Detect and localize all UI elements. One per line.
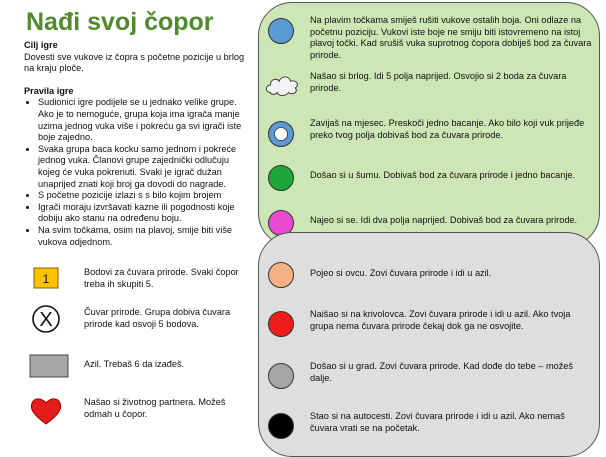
cloud-icon	[263, 71, 301, 99]
page-title: Nađi svoj čopor	[26, 8, 214, 36]
instructions-column	[24, 40, 252, 248]
points-badge-label: 1	[42, 272, 50, 286]
legend-item-partner	[24, 396, 254, 436]
legend-text: Bodovi za čuvara prirode. Svaki čopor treba ih skupiti 5.	[84, 267, 239, 289]
goal-heading: Cilj igre	[24, 40, 58, 50]
legend-item-ranger	[24, 306, 254, 346]
ranger-badge-label: X	[39, 309, 53, 331]
yellow-square-icon	[26, 266, 66, 296]
legend-text: Čuvar prirode. Grupa dobiva čuvara prirode kad osvoji 5 bodova.	[84, 307, 231, 329]
black-circle-icon	[267, 412, 295, 440]
green-circle-icon	[267, 164, 295, 192]
rule-item: • Svaka grupa baca kocku samo jednom i pokreće jednog vuka. Članovi grupe zajednički odlučuju kojeg će vuka pokrenuti. Svaki je igrač dužan unaprijed znati koji broj ga dovodi do nagrade.	[38, 144, 252, 190]
field-text: Pojeo si ovcu. Zovi čuvara prirode i idi u azil.	[310, 268, 492, 278]
rule-item: • Sudionici igre podijele se u jednako velike grupe. Ako je to nemoguće, grupa koja ima igrača manje uzima jednog vuka više i pokreću ga svi igrači iste boje zajedno.	[38, 97, 252, 143]
rule-item: • Na svim točkama, osim na plavoj, smije biti više vukova odjednom.	[38, 225, 252, 248]
field-text: Naišao si na krivolovca. Zovi čuvara prirode i idi u azil. Ako tvoja grupa nema čuvara prirode čekaj dok ga ne osvojite.	[310, 309, 571, 331]
red-circle-icon	[267, 310, 295, 338]
rule-item: • Igrači moraju izvršavati kazne ili pogodnosti koje dobiju ako stanu na određenu boju.	[38, 202, 252, 225]
gray-circle-icon	[267, 362, 295, 390]
heart-icon	[26, 396, 66, 426]
goal-text: Dovesti sve vukove iz čopra s početne pozicije u brlog na kraju ploče.	[24, 51, 245, 74]
field-text: Našao si brlog. Idi 5 polja naprijed. Osvojio si 2 boda za čuvara prirode.	[310, 71, 567, 93]
legend-text: Azil. Trebaš 6 da izađeš.	[84, 359, 185, 369]
field-text: Zavijaš na mjesec. Preskoči jedno bacanje. Ako bilo koji vuk prijeđe preko tvog polja dobivaš bod za čuvara prirode.	[310, 118, 585, 140]
gray-rectangle-icon	[26, 352, 72, 382]
field-text: Došao si u grad. Zovi čuvara prirode. Kad dođe do tebe – možeš dalje.	[310, 361, 574, 383]
field-text: Došao si u šumu. Dobivaš bod za čuvara prirode i jedno bacanje.	[310, 170, 576, 180]
field-text: Na plavim točkama smiješ rušiti vukove ostalih boja. Oni odlaze na početnu poziciju. Vukovi iste boje ne smiju biti istovremeno na istoj plavoj točki. Kad srušiš vuka suprotnog čopora dobiješ bod za čuvara prirode.	[310, 15, 592, 60]
peach-circle-icon	[267, 261, 295, 289]
legend-item-points	[24, 266, 254, 306]
moon-icon	[267, 120, 295, 148]
rule-item: • S početne pozicije izlazi s s bilo kojim brojem	[38, 190, 252, 202]
field-text: Najeo si se. Idi dva polja naprijed. Dobivaš bod za čuvara prirode.	[310, 215, 578, 225]
rules-list	[24, 97, 252, 248]
circled-x-icon	[26, 302, 66, 334]
blue-circle-icon	[267, 17, 295, 45]
bonus-fields-panel	[258, 2, 600, 247]
penalty-fields-panel	[258, 232, 600, 457]
legend-item-shelter	[24, 358, 254, 398]
legend-text: Našao si životnog partnera. Možeš odmah u čopor.	[84, 397, 226, 419]
field-text: Stao si na autocesti. Zovi čuvara prirode i idi u azil. Ako nemaš čuvara vrati se na početak.	[310, 411, 565, 433]
rules-heading: Pravila igre	[24, 85, 74, 96]
